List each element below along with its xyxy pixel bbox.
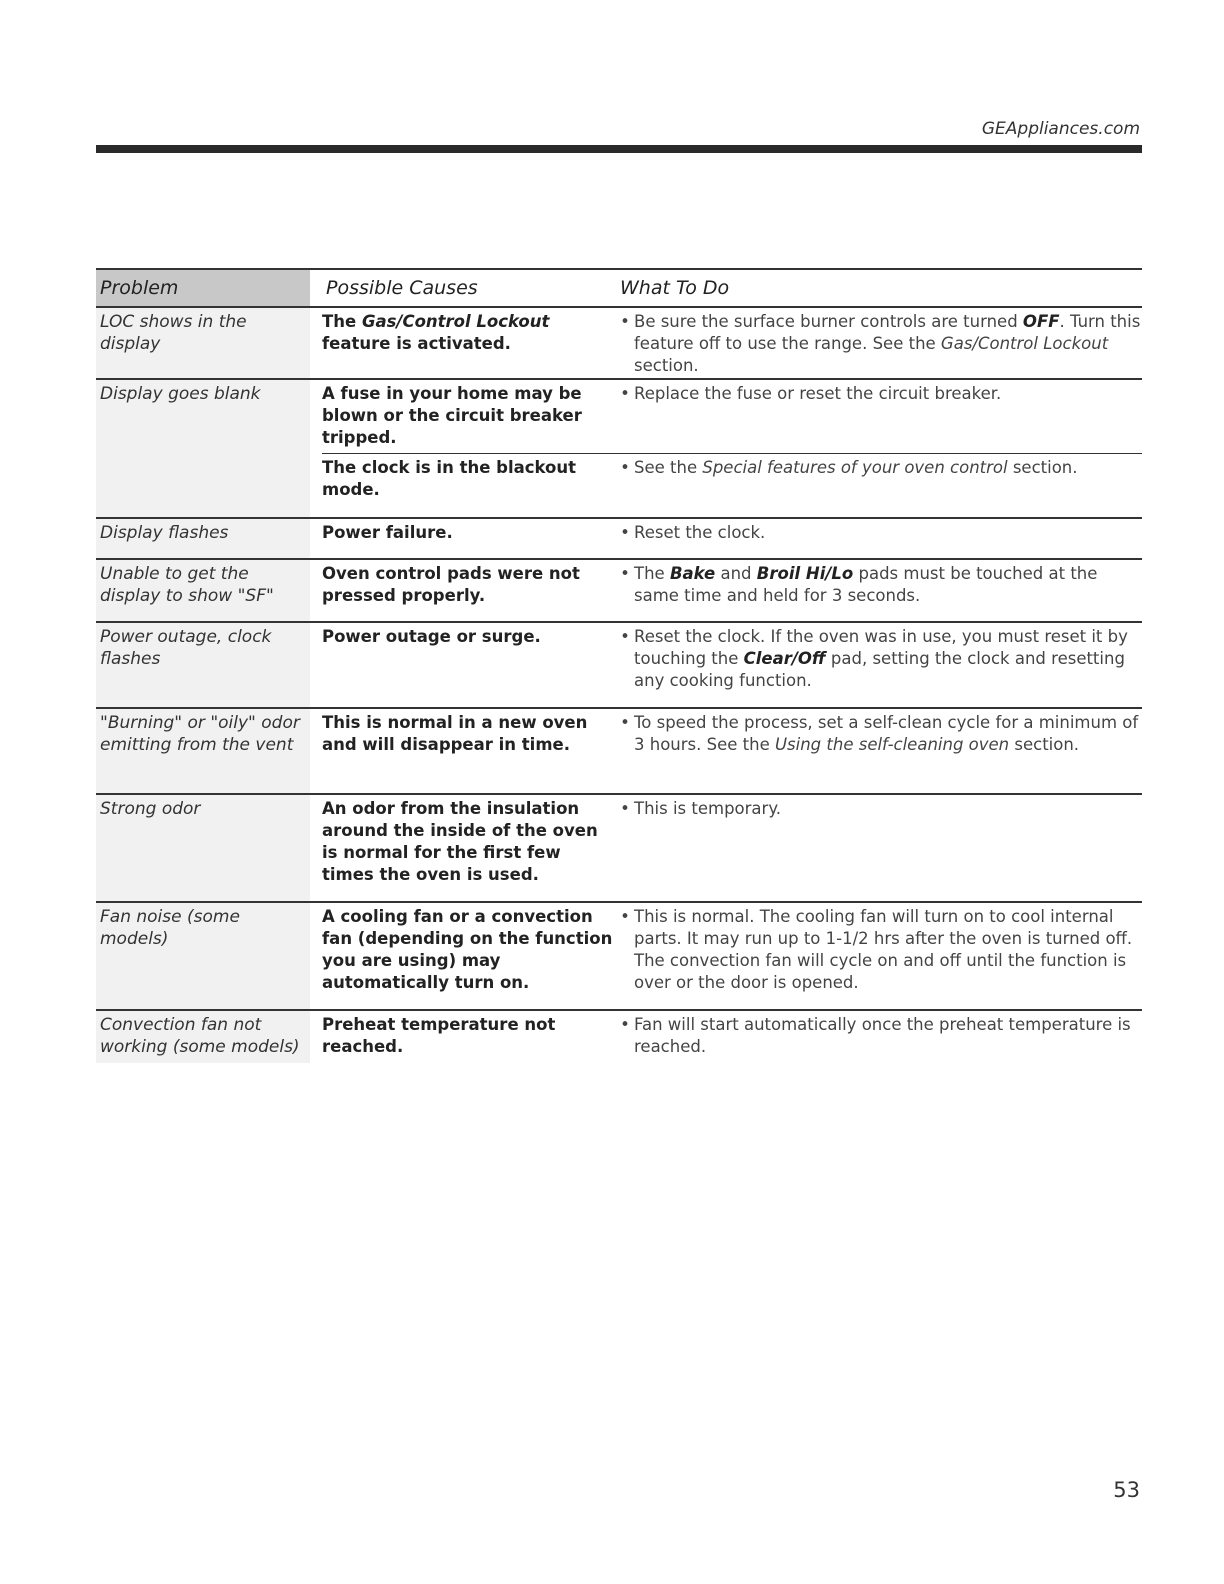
- problem-cell: Strong odor: [96, 795, 310, 901]
- bullet-icon: •: [620, 564, 630, 583]
- cause-row: [322, 453, 1142, 505]
- bullet-icon: •: [620, 627, 630, 646]
- cause-row: [322, 903, 1142, 998]
- table-row: [96, 1011, 1142, 1063]
- table-row: [96, 308, 1142, 380]
- todo-text: • The Bake and Broil Hi/Lo pads must be touched at the same time and held for 3 seconds.: [616, 563, 1142, 607]
- todo-text: • This is temporary.: [616, 798, 1142, 886]
- bullet-icon: •: [620, 312, 630, 331]
- causes-header: Possible Causes: [326, 277, 478, 299]
- cause-row: [322, 623, 1142, 696]
- cause-text: This is normal in a new oven and will disappear in time.: [322, 713, 588, 754]
- table-row: [96, 623, 1142, 709]
- bullet-icon: •: [620, 384, 630, 403]
- cause-row: [322, 560, 1142, 611]
- problem-cell: Fan noise (some models): [96, 903, 310, 1009]
- problem-cell: "Burning" or "oily" odor emitting from the vent: [96, 709, 310, 793]
- cause-text: The clock is in the blackout mode.: [322, 458, 577, 499]
- problem-cell: Display goes blank: [96, 380, 310, 517]
- cause-row: [322, 308, 1142, 381]
- table-header: [96, 268, 1142, 308]
- todo-text: • Reset the clock.: [616, 522, 1142, 544]
- cause-row: [322, 1011, 1142, 1062]
- header-rule: [96, 145, 1142, 153]
- bullet-icon: •: [620, 907, 630, 926]
- cause-row: [322, 709, 1142, 760]
- problem-cell: Convection fan not working (some models): [96, 1011, 310, 1063]
- cause-text: An odor from the insulation around the inside of the oven is normal for the first few times the oven is used.: [322, 799, 598, 884]
- todo-text: • Replace the fuse or reset the circuit breaker.: [616, 383, 1142, 449]
- bullet-icon: •: [620, 1015, 630, 1034]
- site-url: GEAppliances.com: [981, 119, 1140, 139]
- todo-text: • Fan will start automatically once the preheat temperature is reached.: [616, 1014, 1142, 1058]
- problem-cell: LOC shows in the display: [96, 308, 310, 378]
- cause-text: Power failure.: [322, 523, 453, 542]
- table-row: [96, 519, 1142, 560]
- cause-text: Oven control pads were not pressed properly.: [322, 564, 580, 605]
- todo-text: • See the Special features of your oven control section.: [616, 457, 1142, 501]
- cause-text: Power outage or surge.: [322, 627, 541, 646]
- todo-text: • Reset the clock. If the oven was in use, you must reset it by touching the Clear/Off pad, setting the clock and resetting any cooking function.: [616, 626, 1142, 692]
- problem-header: Problem: [100, 277, 179, 299]
- problem-header-cell: [96, 270, 310, 306]
- cause-row: [322, 795, 1142, 890]
- cause-text: Preheat temperature not reached.: [322, 1015, 556, 1056]
- cause-row: [322, 380, 1142, 453]
- cause-text: A cooling fan or a convection fan (depending on the function you are using) may automatically turn on.: [322, 907, 613, 992]
- todo-header: What To Do: [620, 277, 730, 299]
- page-number: 53: [1113, 1478, 1140, 1502]
- todo-text: • To speed the process, set a self-clean cycle for a minimum of 3 hours. See the Using the self-cleaning oven section.: [616, 712, 1142, 756]
- problem-cell: Unable to get the display to show "SF": [96, 560, 310, 621]
- todo-text: • This is normal. The cooling fan will turn on to cool internal parts. It may run up to 1-1/2 hrs after the oven is turned off. The convection fan will cycle on and off until the function is over or the door is opened.: [616, 906, 1142, 994]
- table-row: [96, 903, 1142, 1011]
- cause-text: A fuse in your home may be blown or the circuit breaker tripped.: [322, 384, 582, 447]
- todo-text: • Be sure the surface burner controls are turned OFF. Turn this feature off to use the range. See the Gas/Control Lockout section.: [616, 311, 1142, 377]
- bullet-icon: •: [620, 713, 630, 732]
- problem-cell: Display flashes: [96, 519, 310, 558]
- table-row: [96, 709, 1142, 795]
- bullet-icon: •: [620, 523, 630, 542]
- bullet-icon: •: [620, 799, 630, 818]
- cause-text: The Gas/Control Lockout feature is activated.: [322, 312, 550, 353]
- problem-cell: Power outage, clock flashes: [96, 623, 310, 707]
- bullet-icon: •: [620, 458, 630, 477]
- table-row: [96, 380, 1142, 519]
- cause-row: [322, 519, 1142, 548]
- table-row: [96, 560, 1142, 623]
- table-row: [96, 795, 1142, 903]
- troubleshooting-table: [96, 268, 1142, 1063]
